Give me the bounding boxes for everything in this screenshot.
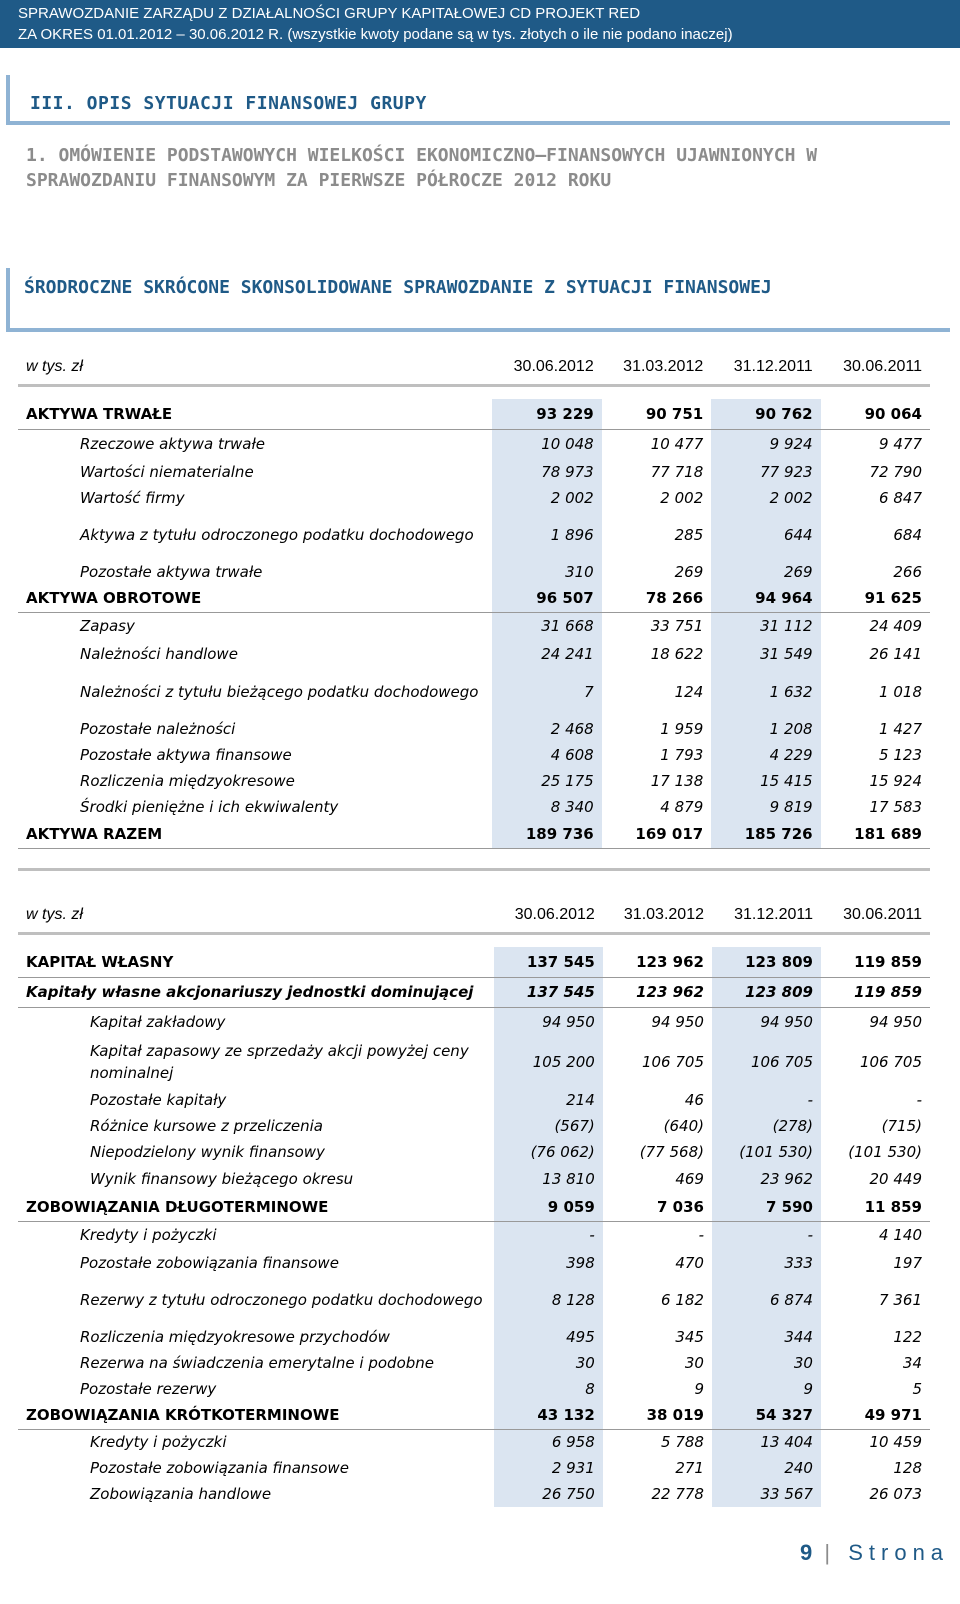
cell-value: 54 327 [712,1402,821,1429]
cell-value: (101 530) [712,1139,821,1165]
cell-value: 9 477 [879,435,922,454]
cell-value: 78 973 [492,459,602,485]
cell-value: 240 [712,1455,821,1481]
cell-value: 105 200 [494,1037,603,1087]
section-title: III. OPIS SYTUACJI FINANSOWEJ GRUPY [30,93,427,114]
cell-value: 4 879 [660,798,704,816]
cell-value: 2 002 [711,485,820,511]
column-header: 31.12.2011 [734,906,813,923]
cell-value: 398 [494,1249,603,1276]
cell-value: 122 [893,1328,922,1346]
cell-value: 17 138 [650,772,704,790]
cell-value: 7 361 [879,1291,922,1309]
table-row [18,429,930,459]
cell-value: 470 [675,1253,704,1272]
row-label: Rozliczenia międzyokresowe [80,772,295,790]
cell-value: 46 [684,1091,704,1109]
statement-title-box [6,268,950,332]
row-label: Pozostałe kapitały [90,1091,227,1109]
table-row [18,585,930,612]
cell-value: 25 175 [492,768,602,794]
cell-value: 2 002 [492,485,602,511]
cell-value: 5 [912,1380,922,1398]
footer-word: Strona [848,1540,950,1565]
row-label: Zobowiązania handlowe [90,1485,272,1503]
row-label: AKTYWA TRWAŁE [18,399,492,429]
cell-value: 9 059 [494,1193,603,1221]
cell-value: 33 567 [712,1481,821,1507]
cell-value: 90 751 [602,399,712,429]
cell-value: 123 809 [712,977,821,1007]
table-row [18,1139,930,1165]
cell-value: 17 583 [869,798,922,816]
table-row [18,1350,930,1376]
cell-value: 6 182 [661,1291,704,1309]
table-row [18,559,930,585]
cell-value: 72 790 [869,463,922,481]
cell-value: 269 [711,559,820,585]
cell-value: 124 [674,683,704,701]
cell-value: 77 923 [711,459,820,485]
table-row [18,1113,930,1139]
cell-value: 119 859 [821,947,930,977]
row-label: Zapasy [80,617,135,636]
row-label: Kredyty i pożyczki [80,1226,217,1245]
row-label: Należności handlowe [80,645,238,663]
cell-value: 94 950 [494,1007,603,1037]
cell-value: 94 950 [651,1013,704,1032]
cell-value: 644 [711,511,820,559]
cell-value: 26 750 [494,1481,603,1507]
cell-value: 94 964 [711,585,820,612]
table-row [18,794,930,820]
table-row [18,1221,930,1249]
cell-value: 185 726 [711,820,820,848]
cell-value: (567) [494,1113,603,1139]
cell-value: 22 778 [651,1485,704,1503]
cell-value: - [712,1087,821,1113]
table-row [18,1037,930,1087]
row-label: Należności z tytułu bieżącego podatku dochodowego [80,683,479,701]
cell-value: 5 788 [661,1433,704,1452]
cell-value: 1 959 [660,720,704,738]
row-label: Kapitał zapasowy ze sprzedaży akcji powyżej ceny nominalnej [90,1042,469,1082]
column-header: 31.03.2012 [623,906,704,923]
table-row [18,399,930,429]
table-row [18,716,930,742]
cell-value: 266 [893,563,922,581]
row-label: Kredyty i pożyczki [90,1433,227,1452]
cell-value: 38 019 [603,1402,712,1429]
cell-value: 8 [494,1376,603,1402]
cell-value: 8 340 [492,794,602,820]
equity-liabilities-table [18,898,930,1507]
row-label: Pozostałe rezerwy [80,1380,217,1398]
cell-value: 9 [694,1380,704,1398]
table-row [18,511,930,559]
cell-value: 7 [492,668,602,716]
table-row [18,668,930,716]
table-row [18,947,930,977]
cell-value: 49 971 [821,1402,930,1429]
cell-value: 189 736 [492,820,602,848]
statement-title: ŚRODROCZNE SKRÓCONE SKONSOLIDOWANE SPRAWOZDANIE Z SYTUACJI FINANSOWEJ [24,277,772,298]
table-row [18,1402,930,1429]
column-header: 31.12.2011 [733,358,813,375]
row-label: AKTYWA OBROTOWE [18,585,492,612]
cell-value: 26 141 [869,645,922,663]
row-label: Wartości niematerialne [80,463,254,481]
cell-value: 106 705 [859,1053,922,1071]
cell-value: 344 [712,1324,821,1350]
cell-value: 6 874 [712,1276,821,1324]
cell-value: 106 705 [712,1037,821,1087]
row-label: Aktywa z tytułu odroczonego podatku dochodowego [80,526,474,544]
table-divider [18,868,930,871]
cell-value: 123 962 [603,977,712,1007]
cell-value: 1 793 [660,746,704,764]
cell-value: 181 689 [821,820,930,848]
cell-value: 26 073 [869,1485,922,1503]
row-label: Pozostałe aktywa trwałe [80,563,263,581]
table-row [18,1249,930,1276]
cell-value: 15 415 [711,768,820,794]
cell-value: 214 [494,1087,603,1113]
row-label: Pozostałe należności [80,720,236,738]
cell-value: 10 459 [869,1433,922,1452]
table-row [18,1455,930,1481]
cell-value: 90 762 [711,399,820,429]
row-label: Rzeczowe aktywa trwałe [80,435,265,454]
cell-value: 197 [893,1253,922,1272]
cell-value: 31 549 [711,640,820,668]
cell-value: 91 625 [821,585,930,612]
row-label: Pozostałe zobowiązania finansowe [80,1253,339,1272]
cell-value: 11 859 [821,1193,930,1221]
table-row [18,1376,930,1402]
cell-value: - [494,1221,603,1249]
table-row [18,1324,930,1350]
table-row [18,742,930,768]
cell-value: (715) [881,1117,922,1135]
table-row [18,1429,930,1455]
table-row [18,1193,930,1221]
table-row [18,612,930,640]
row-label: Rezerwa na świadczenia emerytalne i podobne [80,1354,435,1372]
cell-value: (278) [712,1113,821,1139]
table-row [18,459,930,485]
cell-value: 169 017 [602,820,712,848]
cell-value: 20 449 [869,1170,922,1188]
row-label: Pozostałe zobowiązania finansowe [90,1459,349,1477]
cell-value: 13 404 [712,1429,821,1455]
column-header: 30.06.2011 [843,906,922,923]
cell-value: 2 002 [660,489,704,507]
cell-value: 123 809 [712,947,821,977]
row-label: Wartość firmy [80,489,185,507]
table-row [18,1481,930,1507]
cell-value: 9 [712,1376,821,1402]
cell-value: 96 507 [492,585,602,612]
row-label: Kapitał zakładowy [90,1013,226,1032]
cell-value: 119 859 [821,977,930,1007]
section-title-box [6,75,950,125]
cell-value: 78 266 [602,585,712,612]
table-row [18,1276,930,1324]
cell-value: 137 545 [494,977,603,1007]
header-line-1: SPRAWOZDANIE ZARZĄDU Z DZIAŁALNOŚCI GRUPY KAPITAŁOWEJ CD PROJEKT RED [18,5,641,22]
row-label: Rezerwy z tytułu odroczonego podatku dochodowego [80,1291,483,1309]
cell-value: 34 [902,1354,922,1372]
cell-value: 333 [712,1249,821,1276]
table-row [18,640,930,668]
footer-separator: | [824,1540,837,1565]
cell-value: 106 705 [641,1053,704,1071]
cell-value: 94 950 [869,1013,922,1032]
page-footer [800,1540,949,1566]
unit-label: w tys. zł [26,906,83,923]
document-header [0,0,960,48]
table-header-row [18,898,930,934]
cell-value: 9 924 [711,429,820,459]
cell-value: 1 896 [492,511,602,559]
table-row [18,820,930,848]
row-label: Kapitały własne akcjonariuszy jednostki dominującej [18,977,494,1007]
unit-label: w tys. zł [26,358,83,375]
cell-value: 8 128 [494,1276,603,1324]
row-label: Środki pieniężne i ich ekwiwalenty [80,798,339,816]
row-label: Pozostałe aktywa finansowe [80,746,292,764]
cell-value: 9 819 [711,794,820,820]
table-row [18,1007,930,1037]
cell-value: 345 [675,1328,704,1346]
row-label: AKTYWA RAZEM [18,820,492,848]
column-header: 30.06.2012 [514,906,595,923]
row-label: Niepodzielony wynik finansowy [90,1143,325,1161]
row-label: Rozliczenia międzyokresowe przychodów [80,1328,390,1346]
table-row [18,1087,930,1113]
table-row [18,977,930,1007]
cell-value: 684 [893,526,922,544]
cell-value: 10 048 [492,429,602,459]
subsection-title: 1. OMÓWIENIE PODSTAWOWYCH WIELKOŚCI EKONOMICZNO–FINANSOWYCH UJAWNIONYCH W SPRAWOZDANIU FINANSOWYM ZA PIERWSZE PÓŁROCZE 2012 ROKU [26,145,818,191]
row-label: ZOBOWIĄZANIA KRÓTKOTERMINOWE [18,1402,494,1429]
cell-value: 13 810 [494,1165,603,1193]
cell-value: 94 950 [712,1007,821,1037]
cell-value: 1 632 [711,668,820,716]
cell-value: 1 208 [711,716,820,742]
cell-value: (77 568) [639,1143,704,1161]
cell-value: 43 132 [494,1402,603,1429]
assets-table [18,350,930,849]
cell-value: 137 545 [494,947,603,977]
header-line-2: ZA OKRES 01.01.2012 – 30.06.2012 R. (wszystkie kwoty podane są w tys. złotych o ile nie podano inaczej) [18,26,733,43]
cell-value: (76 062) [494,1139,603,1165]
table-row [18,1165,930,1193]
cell-value: - [916,1091,922,1109]
cell-value: 23 962 [712,1165,821,1193]
table-row [18,768,930,794]
cell-value: 30 [712,1350,821,1376]
cell-value: 30 [684,1354,704,1372]
cell-value: (101 530) [848,1143,922,1161]
column-header: 30.06.2012 [513,358,594,375]
cell-value: 2 931 [494,1455,603,1481]
cell-value: 5 123 [879,746,922,764]
cell-value: 31 668 [492,612,602,640]
cell-value: 4 140 [879,1226,922,1245]
cell-value: 7 036 [603,1193,712,1221]
cell-value: 6 958 [494,1429,603,1455]
cell-value: 1 018 [879,683,922,701]
cell-value: 495 [494,1324,603,1350]
cell-value: 24 409 [869,617,922,636]
cell-value: 6 847 [879,489,922,507]
cell-value: 269 [674,563,704,581]
cell-value: 77 718 [650,463,704,481]
cell-value: 24 241 [492,640,602,668]
row-label: Wynik finansowy bieżącego okresu [90,1170,354,1188]
cell-value: 271 [675,1459,704,1477]
cell-value: 33 751 [650,617,704,636]
cell-value: 93 229 [492,399,602,429]
cell-value: 31 112 [711,612,820,640]
cell-value: 7 590 [712,1193,821,1221]
cell-value: 4 608 [492,742,602,768]
cell-value: 10 477 [650,435,704,454]
cell-value: 123 962 [603,947,712,977]
cell-value: 4 229 [711,742,820,768]
cell-value: 1 427 [879,720,922,738]
table-row [18,485,930,511]
column-header: 30.06.2011 [843,358,922,375]
cell-value: 2 468 [492,716,602,742]
cell-value: 310 [492,559,602,585]
column-header: 31.03.2012 [623,358,704,375]
cell-value: 18 622 [650,645,704,663]
row-label: ZOBOWIĄZANIA DŁUGOTERMINOWE [18,1193,494,1221]
cell-value: - [698,1226,704,1245]
cell-value: - [712,1221,821,1249]
cell-value: 469 [675,1170,704,1188]
row-label: KAPITAŁ WŁASNY [18,947,494,977]
cell-value: 90 064 [821,399,930,429]
cell-value: 15 924 [869,772,922,790]
cell-value: 128 [893,1459,922,1477]
cell-value: 285 [674,526,704,544]
row-label: Różnice kursowe z przeliczenia [90,1117,323,1135]
cell-value: (640) [663,1117,704,1135]
table-header-row [18,350,930,386]
cell-value: 30 [494,1350,603,1376]
page-number: 9 [800,1540,813,1565]
